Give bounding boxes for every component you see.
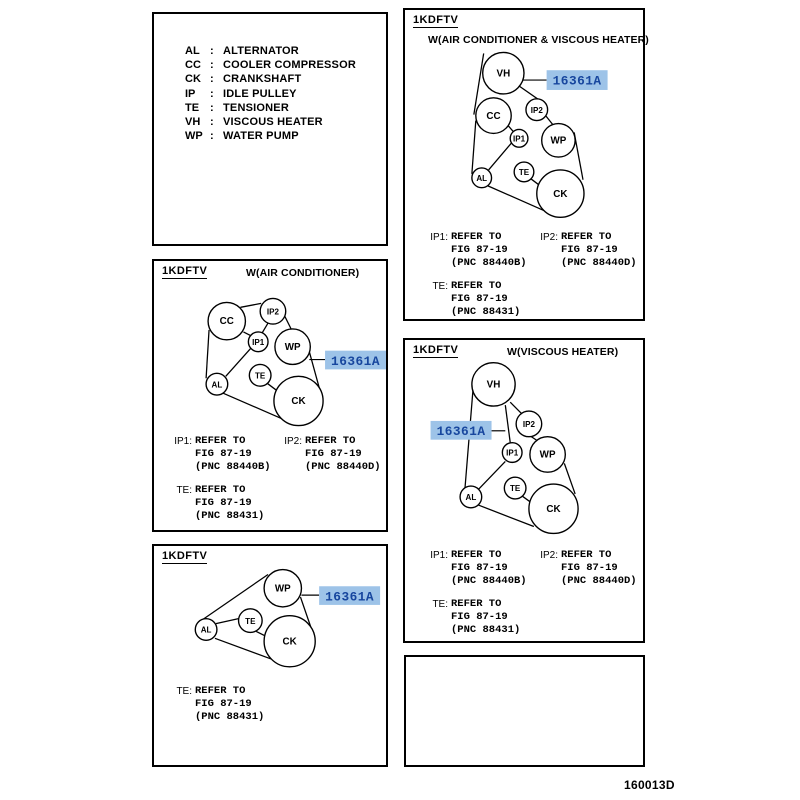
pulley-label-ip1: IP1: [506, 448, 519, 458]
engine-code-label: 1KDFTV: [413, 344, 459, 356]
refer-note: [166, 484, 264, 523]
refer-note-line: FIG 87-19: [561, 562, 618, 574]
refer-note-label: IP1:: [430, 232, 448, 243]
pulley-label-ck: CK: [546, 503, 561, 515]
legend-colon: :: [210, 59, 214, 72]
legend-colon: :: [210, 73, 214, 86]
refer-note: [166, 685, 264, 724]
legend-abbr: WP: [185, 130, 203, 143]
refer-note-label: TE:: [432, 281, 448, 292]
refer-notes: [405, 10, 643, 319]
pulley-label-ip1: IP1: [252, 337, 265, 347]
empty-panel: [404, 655, 645, 767]
refer-note-line: (PNC 88431): [195, 711, 265, 723]
refer-note-label: IP2:: [540, 550, 558, 561]
belt-panel-ac-viscous-heater: [403, 8, 649, 321]
refer-note-body: [305, 435, 381, 474]
refer-note-body: [195, 435, 271, 474]
refer-note: [276, 435, 381, 474]
refer-note-label: IP2:: [284, 436, 302, 447]
legend-row: [185, 44, 356, 58]
legend-name: COOLER COMPRESSOR: [223, 59, 356, 72]
legend-colon: :: [210, 101, 214, 114]
refer-note: [422, 549, 527, 588]
pulley-label-wp: WP: [539, 449, 556, 461]
refer-notes: [154, 261, 386, 530]
part-number-label[interactable]: 16361A: [325, 589, 375, 605]
refer-notes: [154, 546, 386, 765]
legend-name: ALTERNATOR: [223, 45, 299, 57]
pulley-label-ip2: IP2: [522, 420, 535, 430]
legend-panel: [152, 12, 388, 246]
pulley-label-ck: CK: [282, 636, 297, 648]
refer-note-line: (PNC 88440D): [561, 257, 637, 269]
refer-note-body: [451, 598, 520, 637]
legend-row: [185, 101, 356, 115]
refer-note-line: REFER TO: [561, 231, 612, 243]
pulley-label-ip1: IP1: [513, 134, 526, 144]
pulley-label-te: TE: [255, 371, 266, 381]
refer-note-line: FIG 87-19: [195, 448, 252, 460]
pulley-label-ck: CK: [291, 396, 306, 408]
refer-note-line: REFER TO: [305, 435, 356, 447]
variant-label: W(AIR CONDITIONER): [246, 267, 360, 279]
pulley-label-wp: WP: [550, 135, 567, 147]
refer-note-line: REFER TO: [195, 685, 246, 697]
refer-note-line: REFER TO: [451, 280, 502, 292]
pulley-label-te: TE: [245, 616, 256, 626]
legend-abbr: TE: [185, 101, 200, 114]
refer-note-line: (PNC 88440D): [561, 575, 637, 587]
legend-colon: :: [210, 45, 214, 57]
pulley-label-te: TE: [510, 484, 521, 494]
legend-row: [185, 129, 356, 143]
refer-note-line: FIG 87-19: [195, 698, 252, 710]
refer-note-line: FIG 87-19: [195, 497, 252, 509]
refer-note-body: [561, 549, 637, 588]
belt-panel-viscous-heater: [403, 338, 645, 643]
figure-code: 160013D: [624, 778, 675, 792]
legend-name: WATER PUMP: [223, 130, 299, 143]
legend-name: IDLE PULLEY: [223, 87, 297, 100]
refer-note: [422, 231, 527, 270]
pulley-label-al: AL: [200, 625, 212, 635]
refer-note-line: REFER TO: [195, 484, 246, 496]
refer-note: [166, 435, 271, 474]
legend-abbr: CC: [185, 59, 201, 72]
refer-note: [532, 231, 637, 270]
pulley-label-cc: CC: [219, 316, 234, 328]
refer-note-line: (PNC 88440B): [195, 461, 271, 473]
refer-note-line: REFER TO: [451, 549, 502, 561]
legend-name: TENSIONER: [223, 101, 289, 114]
part-number-label[interactable]: 16361A: [436, 424, 486, 440]
pulley-label-cc: CC: [486, 110, 501, 122]
legend-row: [185, 87, 356, 101]
refer-note-line: (PNC 88431): [451, 624, 521, 636]
legend-colon: :: [210, 130, 214, 143]
refer-note-line: (PNC 88431): [451, 306, 521, 318]
legend-name: VISCOUS HEATER: [223, 115, 323, 128]
refer-notes: [405, 340, 643, 641]
refer-note-label: TE:: [432, 599, 448, 610]
belt-panel-base: [152, 544, 388, 767]
legend-row: [185, 58, 356, 72]
refer-note-line: (PNC 88440B): [451, 575, 527, 587]
legend-rows: [185, 44, 356, 143]
refer-note-body: [451, 231, 527, 270]
pulley-label-al: AL: [465, 493, 477, 503]
part-number-label[interactable]: 16361A: [552, 73, 602, 89]
refer-note-line: FIG 87-19: [451, 244, 508, 256]
refer-note-label: TE:: [176, 485, 192, 496]
refer-note-label: IP1:: [430, 550, 448, 561]
engine-code-label: 1KDFTV: [413, 14, 459, 26]
refer-note-line: FIG 87-19: [561, 244, 618, 256]
part-number-label[interactable]: 16361A: [331, 353, 380, 369]
refer-note: [422, 598, 520, 637]
refer-note-label: IP1:: [174, 436, 192, 447]
engine-code-label: 1KDFTV: [162, 550, 208, 562]
pulley-label-vh: VH: [486, 379, 501, 391]
legend-name: CRANKSHAFT: [223, 73, 302, 86]
legend-colon: :: [210, 115, 214, 128]
refer-note-line: FIG 87-19: [451, 611, 508, 623]
pulley-label-ip2: IP2: [266, 307, 279, 317]
refer-note-line: FIG 87-19: [451, 293, 508, 305]
refer-note-line: (PNC 88440B): [451, 257, 527, 269]
refer-note-body: [195, 484, 264, 523]
legend-colon: :: [210, 87, 214, 100]
variant-label: W(AIR CONDITIONER & VISCOUS HEATER): [428, 34, 649, 46]
legend-abbr: VH: [185, 115, 201, 128]
legend-row: [185, 72, 356, 86]
belt-panel-air-conditioner: [152, 259, 388, 532]
pulley-label-ck: CK: [553, 188, 568, 200]
pulley-label-ip2: IP2: [530, 105, 543, 115]
refer-note-line: (PNC 88431): [195, 510, 265, 522]
refer-note-line: REFER TO: [451, 231, 502, 243]
refer-note-body: [451, 280, 520, 319]
pulley-label-al: AL: [211, 380, 223, 390]
refer-note-body: [561, 231, 637, 270]
engine-code-label: 1KDFTV: [162, 265, 208, 277]
refer-note-line: (PNC 88440D): [305, 461, 381, 473]
refer-note-label: IP2:: [540, 232, 558, 243]
pulley-label-te: TE: [518, 168, 530, 178]
refer-note-line: FIG 87-19: [305, 448, 362, 460]
refer-note-label: TE:: [176, 686, 192, 697]
refer-note-body: [195, 685, 264, 724]
refer-note-line: REFER TO: [561, 549, 612, 561]
variant-label: W(VISCOUS HEATER): [507, 346, 619, 358]
pulley-label-wp: WP: [284, 341, 301, 353]
pulley-label-wp: WP: [274, 583, 291, 595]
refer-note: [422, 280, 520, 319]
legend-abbr: IP: [185, 87, 196, 100]
pulley-label-al: AL: [476, 173, 488, 183]
pulley-label-vh: VH: [496, 68, 511, 80]
legend-abbr: CK: [185, 73, 201, 86]
legend-abbr: AL: [185, 45, 200, 57]
refer-note-line: FIG 87-19: [451, 562, 508, 574]
refer-note-line: REFER TO: [195, 435, 246, 447]
refer-note-line: REFER TO: [451, 598, 502, 610]
refer-note: [532, 549, 637, 588]
refer-note-body: [451, 549, 527, 588]
legend-row: [185, 115, 356, 129]
